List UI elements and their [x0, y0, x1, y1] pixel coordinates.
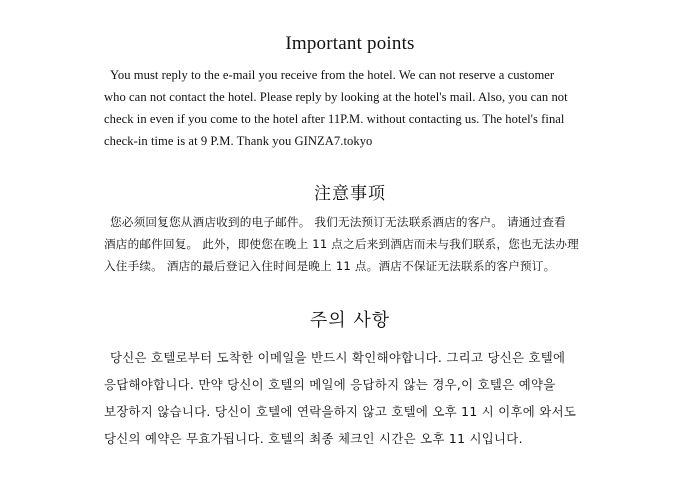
- chinese-line-3: 入住手续。 酒店的最后登记入住时间是晚上 11 点。酒店不保证无法联系的客户预订。: [104, 259, 556, 273]
- english-line-3: check in even if you come to the hotel after 11P.M. without contacting us. The hotel's final: [104, 112, 565, 126]
- english-heading: Important points: [285, 33, 415, 54]
- cropped-text-fragment: [112, 0, 372, 2]
- english-section: [0, 33, 700, 55]
- chinese-line-1: 您必须回复您从酒店收到的电子邮件。 我们无法预订无法联系酒店的客户。 请通过查看: [110, 215, 566, 229]
- korean-line-4: 당신의 예약은 무효가됩니다. 호텔의 최종 체크인 시간은 오후 11 시입니다.: [104, 431, 523, 446]
- korean-line-1: 당신은 호텔로부터 도착한 이메일을 반드시 확인해야합니다. 그리고 당신은 호텔에: [110, 350, 566, 365]
- english-paragraph: [104, 64, 624, 152]
- korean-section: [0, 306, 700, 332]
- english-line-1: You must reply to the e-mail you receive from the hotel. We can not reserve a customer: [110, 68, 555, 82]
- korean-paragraph: [104, 344, 624, 452]
- english-line-4: check-in time is at 9 P.M. Thank you GINZA7.tokyo: [104, 134, 373, 148]
- korean-heading: 주의 사항: [309, 310, 391, 331]
- korean-line-3: 보장하지 않습니다. 당신이 호텔에 연락을하지 않고 호텔에 오후 11 시 이후에 와서도: [104, 404, 577, 419]
- chinese-heading: 注意事项: [314, 184, 386, 204]
- english-line-2: who can not contact the hotel. Please reply by looking at the hotel's mail. Also, you can not: [104, 90, 568, 104]
- korean-line-2: 응답해야합니다. 만약 당신이 호텔의 메일에 응답하지 않는 경우,이 호텔은 예약을: [104, 377, 556, 392]
- chinese-section: [0, 179, 700, 204]
- chinese-line-2: 酒店的邮件回复。 此外，即使您在晚上 11 点之后来到酒店而未与我们联系，您也无法办理: [104, 237, 579, 251]
- chinese-paragraph: [104, 211, 624, 277]
